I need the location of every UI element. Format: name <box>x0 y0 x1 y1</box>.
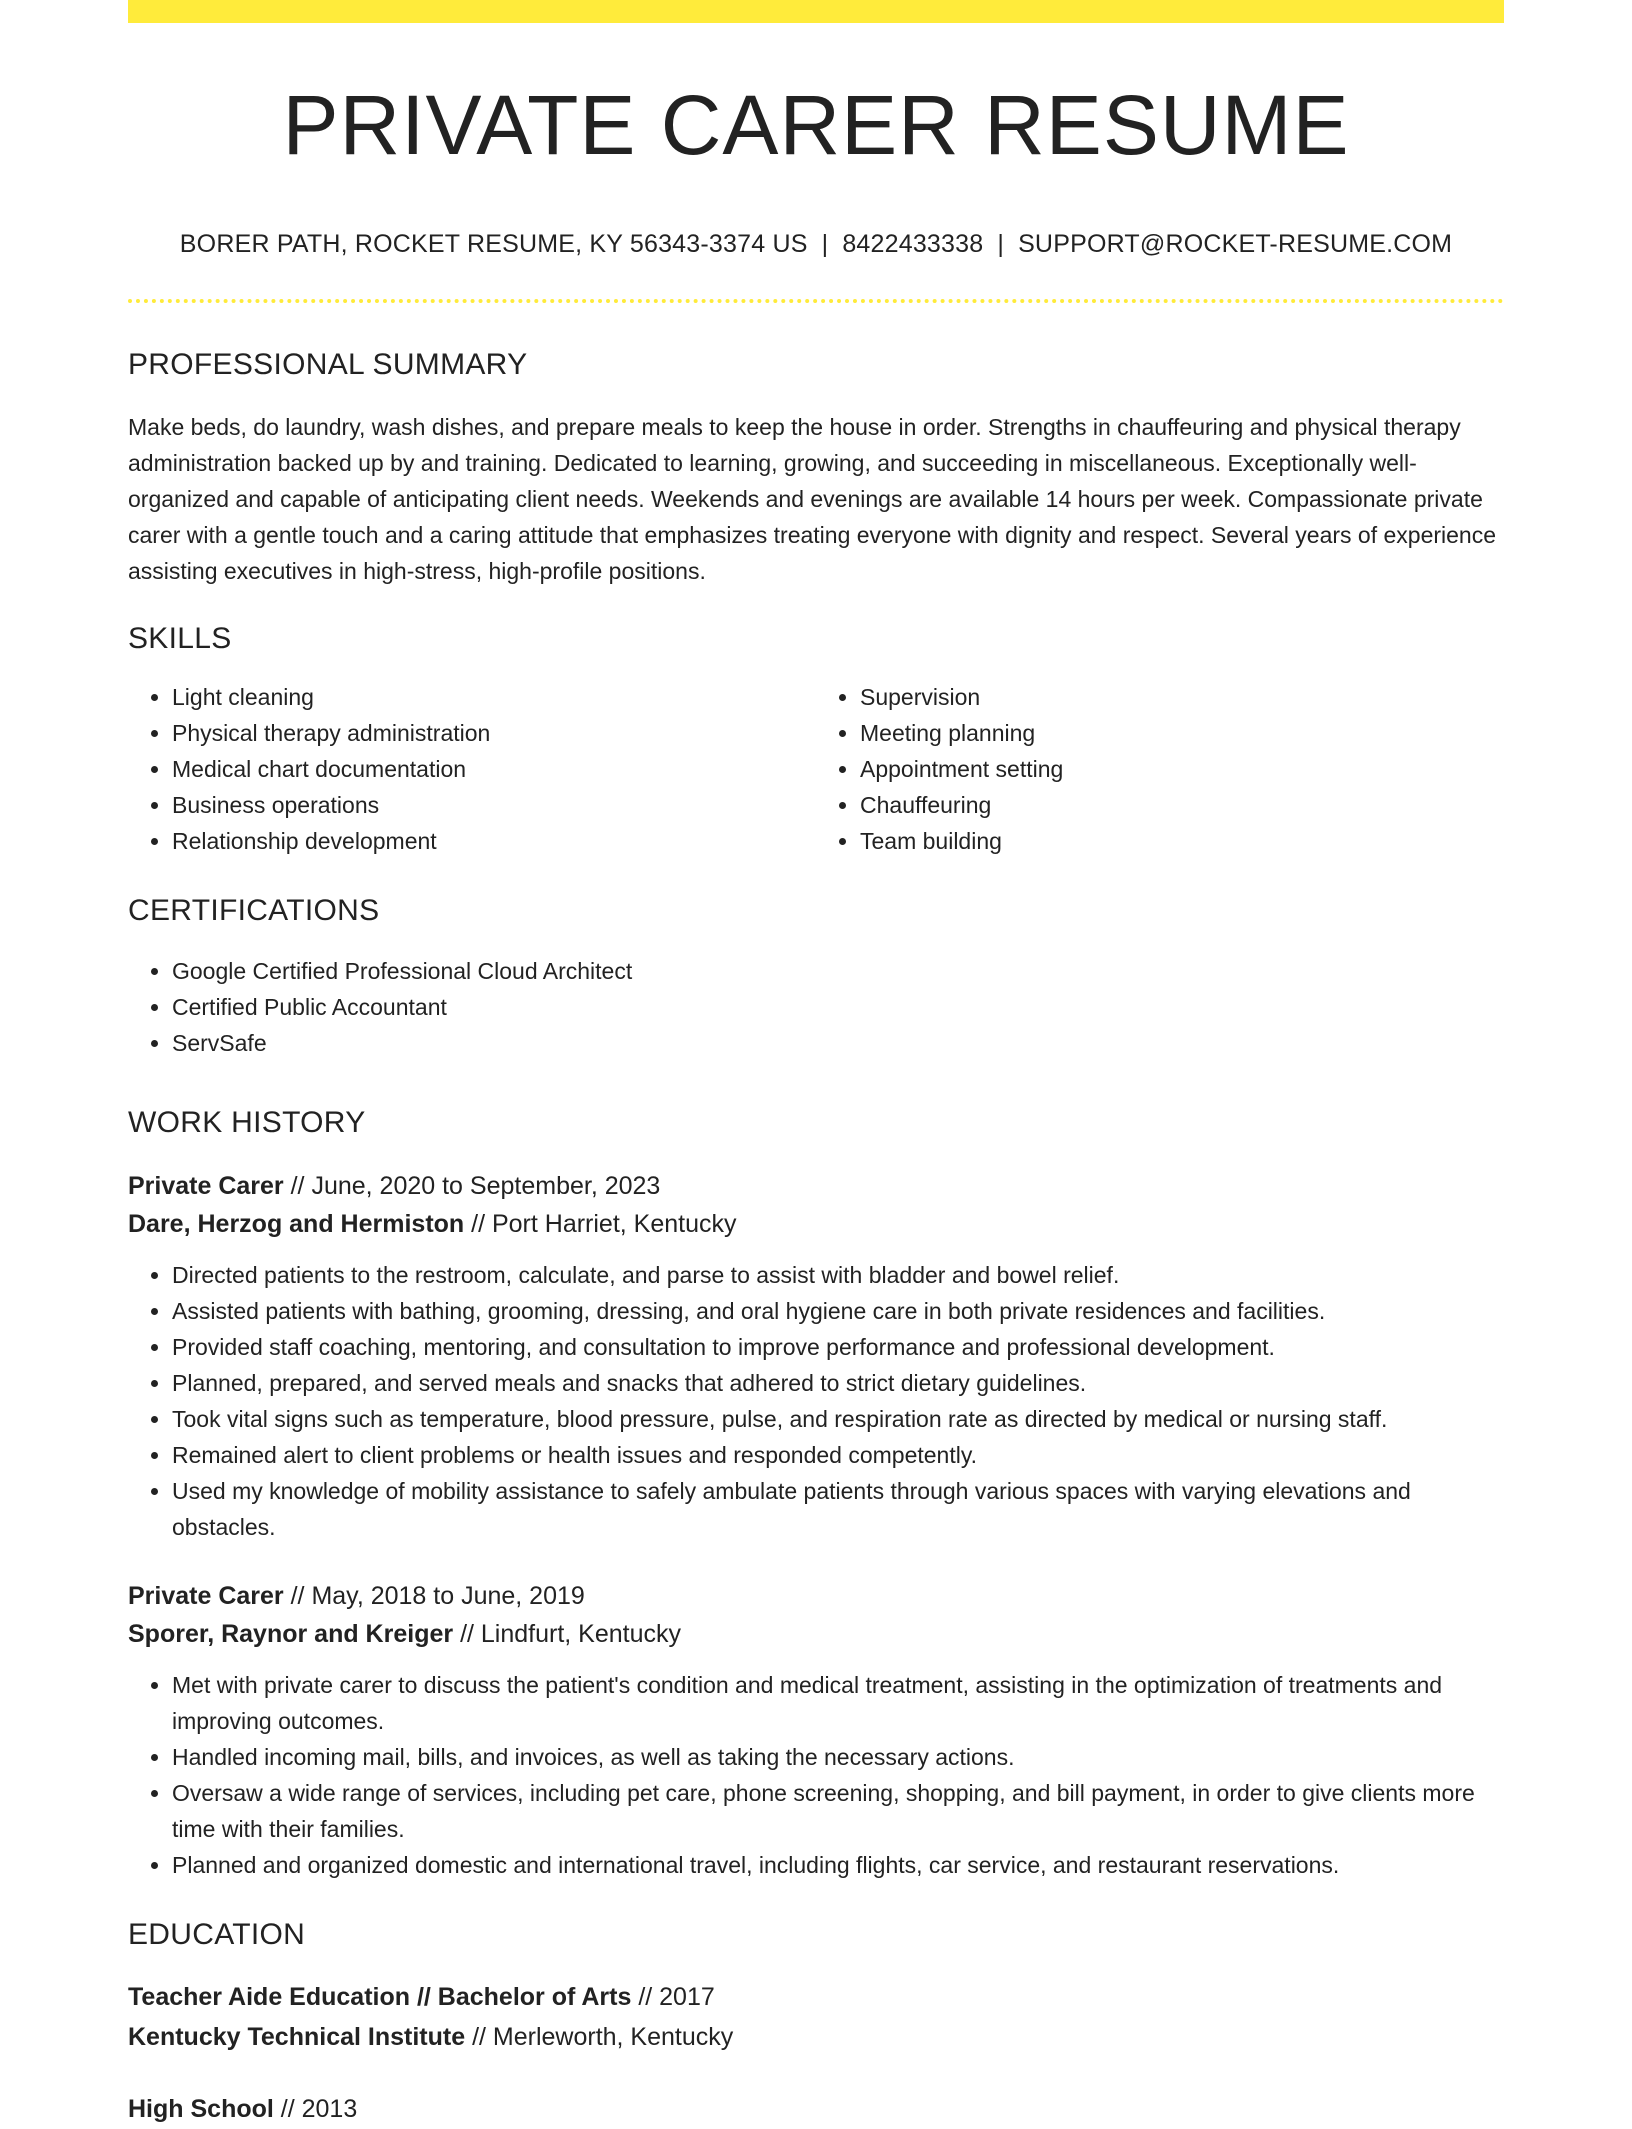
job-bullet: • Remained alert to client problems or health issues and responded competently. <box>172 1437 1504 1473</box>
certification-item: • Google Certified Professional Cloud Architect <box>172 953 1504 989</box>
job-location: // Lindfurt, Kentucky <box>460 1619 682 1648</box>
skill-item: • Team building <box>860 823 1504 859</box>
certifications-heading: CERTIFICATIONS <box>128 893 380 927</box>
job-title: Private Carer <box>128 1581 284 1610</box>
contact-separator: | <box>821 230 829 258</box>
job-bullet: • Oversaw a wide range of services, including pet care, phone screening, shopping, and bill payment, in order to give clients more time with their families. <box>172 1775 1504 1847</box>
skill-item: • Relationship development <box>172 823 816 859</box>
education-entry <box>128 1977 1504 2057</box>
job-location: // Port Harriet, Kentucky <box>471 1209 737 1238</box>
skill-item: • Appointment setting <box>860 751 1504 787</box>
education-school-line <box>128 2017 1504 2057</box>
skills-columns <box>128 679 1504 859</box>
skills-list-left <box>128 679 816 859</box>
job-entry <box>128 1577 1504 1883</box>
job-bullet: • Provided staff coaching, mentoring, and consultation to improve performance and professional development. <box>172 1329 1504 1365</box>
job-bullet: • Planned and organized domestic and international travel, including flights, car service, and restaurant reservations. <box>172 1847 1504 1883</box>
skill-item: • Chauffeuring <box>860 787 1504 823</box>
job-dates: // May, 2018 to June, 2019 <box>290 1581 585 1610</box>
education-entry <box>128 2089 1504 2129</box>
certification-item: • ServSafe <box>172 1025 1504 1061</box>
education-location: // Merleworth, Kentucky <box>472 2022 734 2051</box>
contact-address: BORER PATH, ROCKET RESUME, KY 56343-3374 US <box>179 230 808 258</box>
job-bullet: • Met with private carer to discuss the patient's condition and medical treatment, assisting in the optimization of treatments and improving outcomes. <box>172 1667 1504 1739</box>
job-bullets <box>128 1257 1504 1545</box>
education-degree-line <box>128 1977 1504 2017</box>
job-title-line <box>128 1167 1504 1205</box>
skill-item: • Physical therapy administration <box>172 715 816 751</box>
skill-item: • Meeting planning <box>860 715 1504 751</box>
education-heading: EDUCATION <box>128 1917 306 1951</box>
education-degree: Teacher Aide Education // Bachelor of Arts <box>128 1982 632 2011</box>
job-bullet: • Took vital signs such as temperature, blood pressure, pulse, and respiration rate as directed by medical or nursing staff. <box>172 1401 1504 1437</box>
job-company: Dare, Herzog and Hermiston <box>128 1209 465 1238</box>
job-bullet: • Planned, prepared, and served meals and snacks that adhered to strict dietary guidelines. <box>172 1365 1504 1401</box>
job-bullet: • Directed patients to the restroom, calculate, and parse to assist with bladder and bowel relief. <box>172 1257 1504 1293</box>
skills-list-right <box>816 679 1504 859</box>
job-bullet: • Used my knowledge of mobility assistance to safely ambulate patients through various spaces with varying elevations and obstacles. <box>172 1473 1504 1545</box>
contact-phone: 8422433338 <box>842 230 984 258</box>
summary-heading: PROFESSIONAL SUMMARY <box>128 347 528 381</box>
education-school: Kentucky Technical Institute <box>128 2022 466 2051</box>
job-bullet: • Handled incoming mail, bills, and invoices, as well as taking the necessary actions. <box>172 1739 1504 1775</box>
skills-heading: SKILLS <box>128 621 232 655</box>
job-company-line <box>128 1205 1504 1243</box>
accent-top-bar <box>128 0 1504 23</box>
skill-item: • Business operations <box>172 787 816 823</box>
education-year: // 2017 <box>638 1982 715 2011</box>
job-bullets <box>128 1667 1504 1883</box>
resume-title: PRIVATE CARER RESUME <box>282 78 1350 172</box>
skill-item: • Supervision <box>860 679 1504 715</box>
certification-item: • Certified Public Accountant <box>172 989 1504 1025</box>
contact-email[interactable]: SUPPORT@ROCKET-RESUME.COM <box>1018 230 1453 258</box>
job-title-line <box>128 1577 1504 1615</box>
dotted-divider <box>128 299 1504 303</box>
job-entry <box>128 1167 1504 1545</box>
education-degree-line <box>128 2089 1504 2129</box>
job-bullet: • Assisted patients with bathing, grooming, dressing, and oral hygiene care in both private residences and facilities. <box>172 1293 1504 1329</box>
job-dates: // June, 2020 to September, 2023 <box>290 1171 661 1200</box>
certifications-list <box>128 953 1504 1061</box>
job-company-line <box>128 1615 1504 1653</box>
contact-separator: | <box>997 230 1005 258</box>
resume-page <box>128 0 1504 2129</box>
education-degree: High School <box>128 2094 274 2123</box>
work-history-heading: WORK HISTORY <box>128 1105 366 1139</box>
job-company: Sporer, Raynor and Kreiger <box>128 1619 454 1648</box>
skill-item: • Medical chart documentation <box>172 751 816 787</box>
skill-item: • Light cleaning <box>172 679 816 715</box>
contact-line <box>128 231 1504 259</box>
education-year: // 2013 <box>280 2094 358 2123</box>
job-title: Private Carer <box>128 1171 284 1200</box>
summary-text: Make beds, do laundry, wash dishes, and prepare meals to keep the house in order. Strengths in chauffeuring and physical therapy administration backed up by and training. Dedicated to learning, growing, and succeeding in miscellaneous. Exceptionally well-organized and capable of anticipating client needs. Weekends and evenings are available 14 hours per week. Compassionate private carer with a gentle touch and a caring attitude that emphasizes treating everyone with dignity and respect. Several years of experience assisting executives in high-stress, high-profile positions. <box>128 413 1497 584</box>
